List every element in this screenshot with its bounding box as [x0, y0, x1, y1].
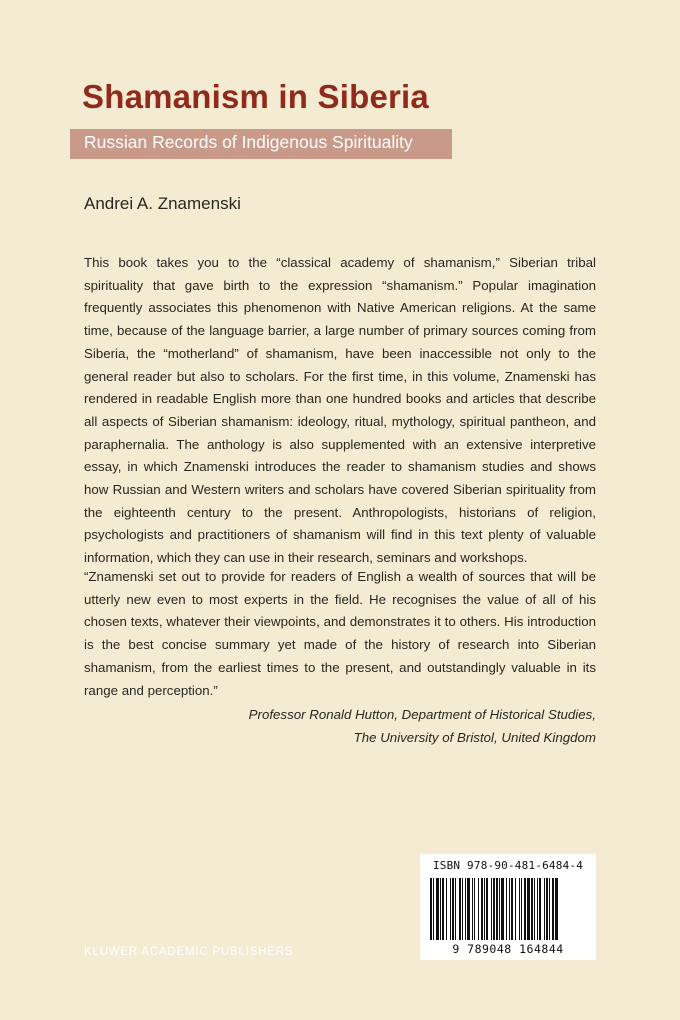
barcode-bar: [506, 878, 507, 940]
barcode-bar: [552, 878, 554, 940]
barcode-bar: [539, 878, 541, 940]
barcode-bar: [537, 878, 538, 940]
barcode-bar: [531, 878, 533, 940]
barcode-bar: [472, 878, 473, 940]
barcode-bar: [511, 878, 513, 940]
barcode-bar: [509, 878, 510, 940]
barcode-bar: [467, 878, 470, 940]
attribution-line-2: The University of Bristol, United Kingdom: [353, 729, 596, 745]
barcode-bar: [465, 878, 466, 940]
barcode-bar: [544, 878, 545, 940]
barcode-bar: [499, 878, 500, 940]
isbn-barcode: [420, 854, 596, 960]
publisher-name: KLUWER ACADEMIC PUBLISHERS: [84, 946, 294, 958]
barcode-bar: [515, 878, 516, 940]
barcode-bar: [527, 878, 530, 940]
barcode-bar: [524, 878, 526, 940]
barcode-bar: [450, 878, 451, 940]
barcode-bar: [484, 878, 485, 940]
book-title: Shamanism in Siberia: [82, 78, 429, 115]
book-description: This book takes you to the “classical academy of shamanism,” Siberian tribal spirituality that gave birth to the expression “shamanism.” Popular imagination frequently associates this phenomenon with Native American religions. At the same time, because of the language barrier, a large number of primary sources coming from Siberia, the “motherland” of shamanism, have been inaccessible not only to the general reader but also to scholars. For the first time, in this volume, Znamenski has rendered in readable English more than one hundred books and articles that describe all aspects of Siberian shamanism: ideology, ritual, mythology, spiritual pantheon, and paraphernalia. The anthology is also supplemented with an extensive interpretive essay, in which Znamenski introduces the reader to shamanism studies and shows how Russian and Western writers and scholars have covered Siberian spirituality from the eighteenth century to the present. Anthropologists, historians of religion, psychologists and practitioners of shamanism will find in this text plenty of valuable information, which they can use in their research, seminars and workshops.: [84, 255, 596, 566]
attribution-line-1: Professor Ronald Hutton, Department of Historical Studies,: [248, 707, 596, 722]
barcode-bar: [555, 878, 558, 940]
barcode-bar: [546, 878, 548, 940]
barcode-bar: [459, 878, 461, 940]
barcode-bar: [534, 878, 535, 940]
barcode-bar: [440, 878, 441, 940]
barcode-bar: [462, 878, 463, 940]
barcode-bar: [433, 878, 434, 940]
barcode-bar: [521, 878, 522, 940]
book-subtitle: Russian Records of Indigenous Spirituality: [84, 132, 413, 152]
barcode-bar: [496, 878, 498, 940]
barcode-bar: [446, 878, 447, 940]
barcode-bar: [436, 878, 439, 940]
isbn-label: ISBN 978-90-481-6484-4: [432, 859, 584, 872]
barcode-bar: [549, 878, 550, 940]
barcode-bar: [455, 878, 456, 940]
barcode-bar: [442, 878, 444, 940]
barcode-bar: [493, 878, 495, 940]
barcode-bar: [481, 878, 483, 940]
barcode-bar: [478, 878, 479, 940]
barcode-bar: [430, 878, 432, 940]
barcode-bar: [474, 878, 475, 940]
barcode-bar: [519, 878, 520, 940]
barcode-bars-icon: [428, 878, 588, 944]
review-quote: “Znamenski set out to provide for readers of English a wealth of sources that will be utterly new even to most experts in the field. He recognises the value of all of his chosen texts, whatever their viewpoints, and demonstrates it to others. His introduction is the best concise summary yet made of the history of research into Siberian shamanism, from the earliest times to the present, and outstandingly valuable in its range and perception.”: [84, 569, 596, 698]
quote-attribution: [176, 704, 596, 749]
barcode-bar: [486, 878, 488, 940]
barcode-bar: [452, 878, 454, 940]
barcode-bar: [491, 878, 492, 940]
ean-number: 9 789048 164844: [452, 942, 564, 956]
author-name: Andrei A. Znamenski: [84, 194, 241, 213]
barcode-bar: [501, 878, 504, 940]
